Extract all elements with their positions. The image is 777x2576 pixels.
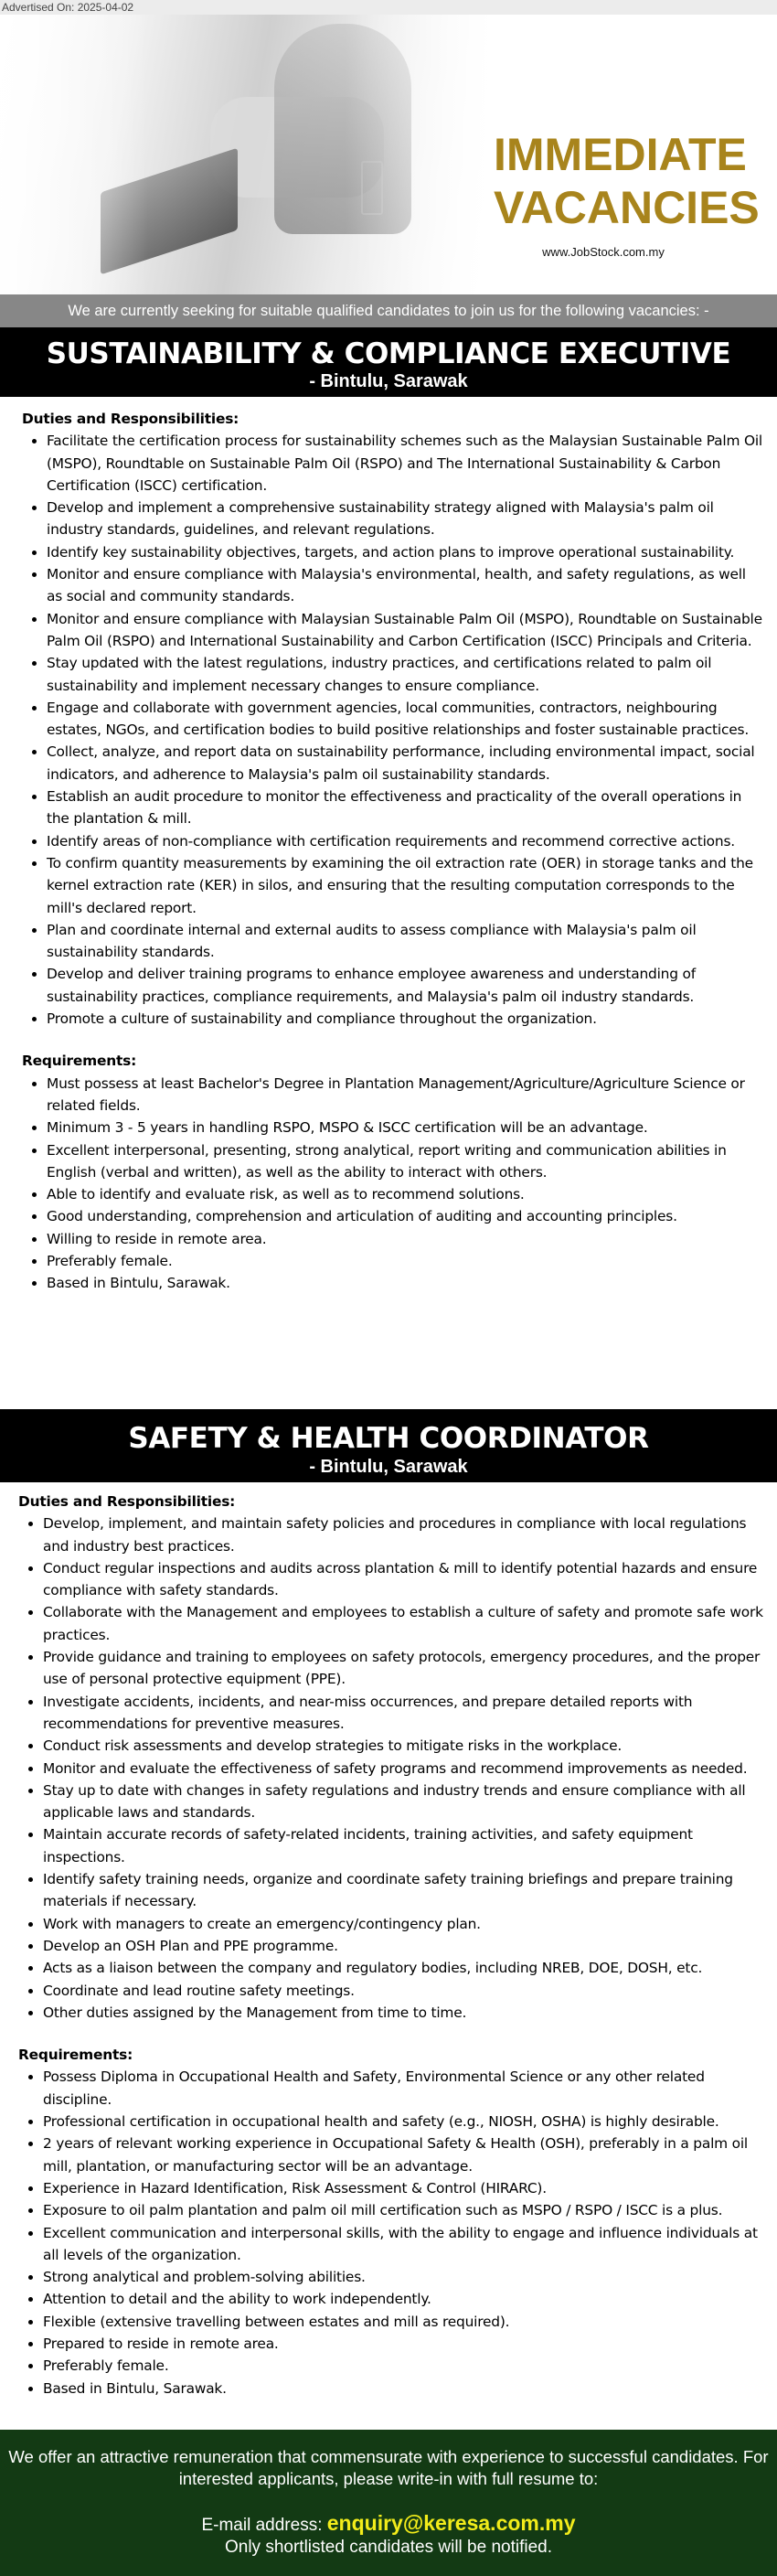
heading-line-1: IMMEDIATE [494, 129, 747, 180]
job-title: SAFETY & HEALTH COORDINATOR [128, 1422, 649, 1455]
list-item: • Coordinate and lead routine safety meetings. [43, 1980, 764, 2002]
heading-line-2: VACANCIES [494, 182, 760, 233]
requirements-list [18, 2066, 764, 2399]
list-item: • Collaborate with the Management and employees to establish a culture of safety and promote safe work practices. [43, 1601, 764, 1646]
list-item: • Establish an audit procedure to monitor the effectiveness and practicality of the overall operations in the plantation & mill. [47, 786, 764, 830]
site-url[interactable]: www.JobStock.com.my [542, 245, 665, 259]
list-item: • Based in Bintulu, Sarawak. [43, 2378, 764, 2400]
job-title: SUSTAINABILITY & COMPLIANCE EXECUTIVE [46, 337, 731, 370]
list-item: • Preferably female. [43, 2355, 764, 2377]
list-item: • Other duties assigned by the Management from time to time. [43, 2002, 764, 2024]
list-item: • Good understanding, comprehension and articulation of auditing and accounting principles. [47, 1205, 764, 1227]
email-line [0, 2512, 777, 2537]
list-item: • Engage and collaborate with government agencies, local communities, contractors, neighbouring estates, NGOs, and certification bodies to build positive relationships and foster sustainable practices. [47, 697, 764, 742]
email-label: E-mail address: [201, 2516, 323, 2535]
list-item: • Possess Diploma in Occupational Health and Safety, Environmental Science or any other related discipline. [43, 2066, 764, 2111]
list-item: • Develop and implement a comprehensive sustainability strategy aligned with Malaysia's palm oil industry standards, guidelines, and relevant regulations. [47, 497, 764, 541]
list-item: • Provide guidance and training to employees on safety protocols, emergency procedures, and the proper use of personal protective equipment (PPE). [43, 1646, 764, 1691]
list-item: • Stay up to date with changes in safety regulations and industry trends and ensure compliance with all applicable laws and standards. [43, 1780, 764, 1824]
list-item: • Develop, implement, and maintain safety policies and procedures in compliance with local regulations and industry best practices. [43, 1512, 764, 1557]
list-item: • Strong analytical and problem-solving abilities. [43, 2266, 764, 2288]
job-header-safety [0, 1409, 777, 1482]
shortlist-notice: Only shortlisted candidates will be notified. [224, 2538, 553, 2557]
list-item: • To confirm quantity measurements by examining the oil extraction rate (OER) in storage tanks and the kernel extraction rate (KER) in silos, and ensuring that the resulting computation corresponds to the mill's declared report. [47, 852, 764, 919]
list-item: • Willing to reside in remote area. [47, 1228, 764, 1250]
list-item: • Must possess at least Bachelor's Degree in Plantation Management/Agriculture/Agriculture Science or related fields. [47, 1073, 764, 1117]
list-item: • Prepared to reside in remote area. [43, 2333, 764, 2355]
duties-list [18, 1512, 764, 2024]
list-item: • Identify areas of non-compliance with certification requirements and recommend corrective actions. [47, 830, 764, 852]
offer-text: We offer an attractive remuneration that commensurate with experience to successful candidates. For interested applicants, please write-in with full resume to: [8, 2447, 769, 2488]
application-footer [0, 2430, 777, 2576]
list-item: • Facilitate the certification process for sustainability schemes such as the Malaysian Sustainable Palm Oil (MSPO), Roundtable on Sustainable Palm Oil (RSPO) and The International Sustainability & Carbon Certification (ISCC) certification. [47, 430, 764, 497]
hero-banner [0, 15, 777, 294]
list-item: • Conduct risk assessments and develop strategies to mitigate risks in the workplace. [43, 1735, 764, 1757]
list-item: • Minimum 3 - 5 years in handling RSPO, MSPO & ISCC certification will be an advantage. [47, 1117, 764, 1138]
office-photo [0, 15, 494, 294]
list-item: • 2 years of relevant working experience in Occupational Safety & Health (OSH), preferably in a palm oil mill, plantation, or manufacturing sector will be an advantage. [43, 2132, 764, 2177]
list-item: • Plan and coordinate internal and external audits to assess compliance with Malaysia's palm oil sustainability standards. [47, 919, 764, 964]
list-item: • Professional certification in occupational health and safety (e.g., NIOSH, OSHA) is highly desirable. [43, 2111, 764, 2132]
email-link[interactable]: enquiry@keresa.com.my [326, 2511, 576, 2535]
list-item: • Monitor and evaluate the effectiveness of safety programs and recommend improvements as needed. [43, 1758, 764, 1780]
list-item: • Exposure to oil palm plantation and palm oil mill certification such as MSPO / RSPO / ISCC is a plus. [43, 2199, 764, 2221]
job-location: - Bintulu, Sarawak [309, 371, 468, 391]
job-details-safety [0, 1482, 777, 2430]
list-item: • Able to identify and evaluate risk, as well as to recommend solutions. [47, 1183, 764, 1205]
list-item: • Excellent communication and interpersonal skills, with the ability to engage and influence individuals at all levels of the organization. [43, 2222, 764, 2267]
list-item: • Investigate accidents, incidents, and near-miss occurrences, and prepare detailed reports with recommendations for preventive measures. [43, 1691, 764, 1736]
list-item: • Collect, analyze, and report data on sustainability performance, including environmental impact, social indicators, and adherence to Malaysia's palm oil sustainability standards. [47, 741, 764, 786]
list-item: • Excellent interpersonal, presenting, strong analytical, report writing and communication abilities in English (verbal and written), as well as the ability to interact with others. [47, 1139, 764, 1184]
job-details-sustainability [0, 397, 777, 1409]
list-item: • Maintain accurate records of safety-related incidents, training activities, and safety equipment inspections. [43, 1823, 764, 1868]
advertised-on-bar: Advertised On: 2025-04-02 [0, 0, 777, 15]
list-item: • Acts as a liaison between the company and regulatory bodies, including NREB, DOE, DOSH, etc. [43, 1957, 764, 1979]
immediate-vacancies-heading [494, 128, 760, 234]
requirements-list [22, 1073, 764, 1295]
seeking-banner: We are currently seeking for suitable qualified candidates to join us for the following vacancies: - [0, 294, 777, 327]
list-item: • Develop and deliver training programs to enhance employee awareness and understanding of sustainability practices, compliance requirements, and Malaysia's palm oil industry standards. [47, 963, 764, 1008]
list-item: • Based in Bintulu, Sarawak. [47, 1272, 764, 1294]
requirements-title: Requirements: [22, 1053, 137, 1070]
list-item: • Identify safety training needs, organize and coordinate safety training briefings and prepare training materials if necessary. [43, 1868, 764, 1913]
list-item: • Develop an OSH Plan and PPE programme. [43, 1935, 764, 1957]
list-item: • Experience in Hazard Identification, Risk Assessment & Control (HIRARC). [43, 2177, 764, 2199]
list-item: • Preferably female. [47, 1250, 764, 1272]
duties-list [22, 430, 764, 1030]
job-header-sustainability [0, 327, 777, 397]
list-item: • Promote a culture of sustainability and compliance throughout the organization. [47, 1008, 764, 1030]
requirements-title: Requirements: [18, 2047, 133, 2064]
duties-title: Duties and Responsibilities: [22, 411, 239, 427]
list-item: • Flexible (extensive travelling between estates and mill as required). [43, 2311, 764, 2333]
list-item: • Identify key sustainability objectives, targets, and action plans to improve operational sustainability. [47, 541, 764, 563]
list-item: • Conduct regular inspections and audits across plantation & mill to identify potential hazards and ensure compliance with safety standards. [43, 1557, 764, 1602]
list-item: • Work with managers to create an emergency/contingency plan. [43, 1913, 764, 1935]
list-item: • Monitor and ensure compliance with Malaysia's environmental, health, and safety regulations, as well as social and community standards. [47, 563, 764, 608]
duties-title: Duties and Responsibilities: [18, 1493, 236, 1510]
list-item: • Monitor and ensure compliance with Malaysian Sustainable Palm Oil (MSPO), Roundtable on Sustainable Palm Oil (RSPO) and International Sustainability and Carbon Certification (ISCC) Principals and Criteria. [47, 608, 764, 653]
job-location: - Bintulu, Sarawak [309, 1457, 468, 1477]
list-item: • Stay updated with the latest regulations, industry practices, and certifications related to palm oil sustainability and implement necessary changes to ensure compliance. [47, 652, 764, 697]
list-item: • Attention to detail and the ability to work independently. [43, 2288, 764, 2310]
